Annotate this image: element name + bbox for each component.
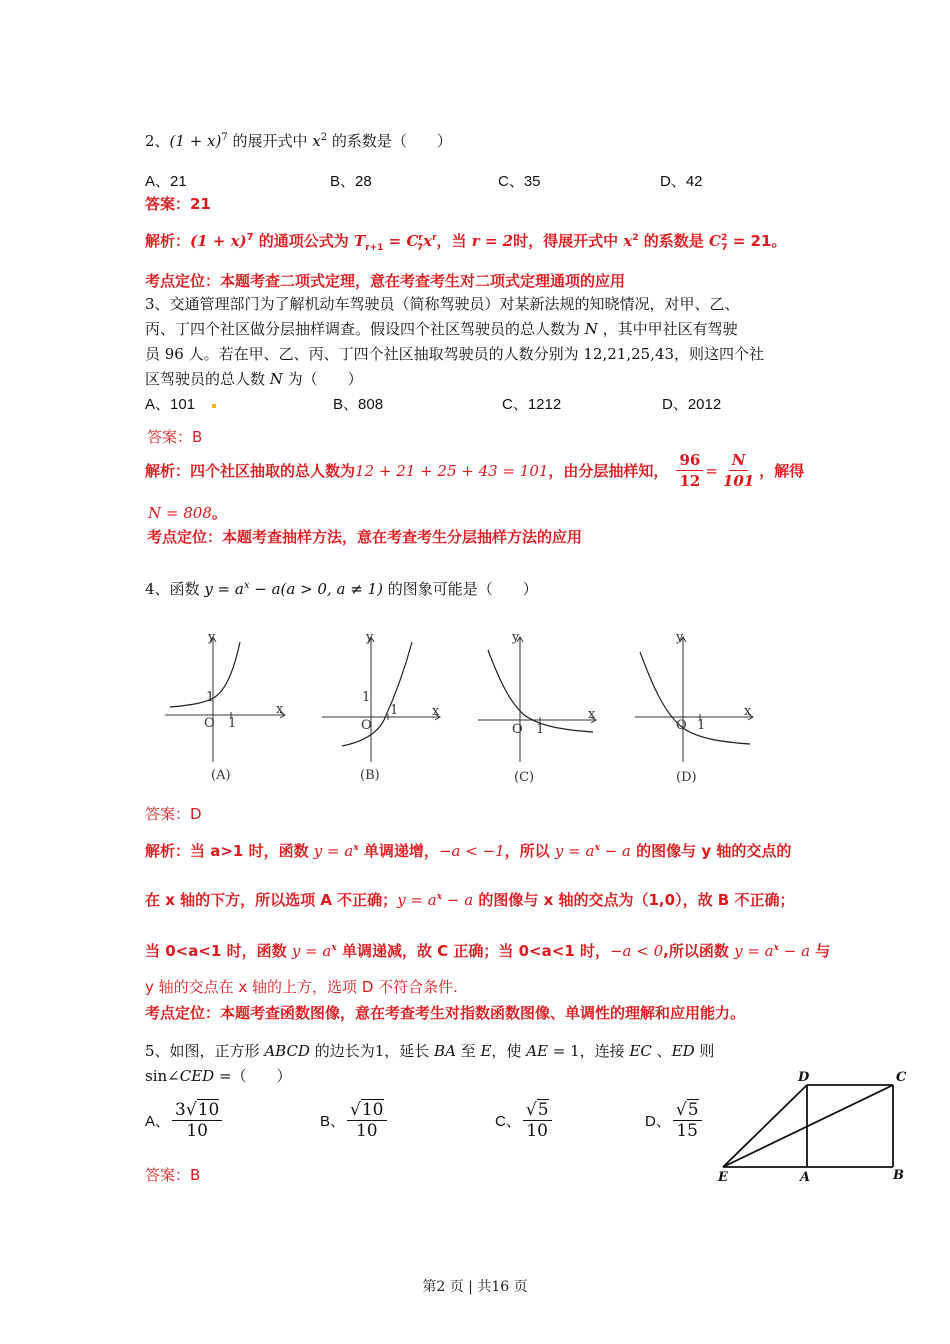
q4-point: 考点定位：本题考查函数图像，意在考查考生对指数函数图像、单调性的理解和应用能力。 [145,1004,746,1022]
q3-frac-n-101: $\frac{N}{101}$ [722,451,755,490]
q5-option-a: A、 $\frac{3√10}{10}$ [145,1100,224,1141]
q3-option-d: D、2012 [662,396,722,413]
q3-analysis-result: N = 808。 [148,504,227,522]
marker-dot [212,404,216,408]
q5-figure [715,1075,915,1185]
q2-option-d: D、42 [660,173,703,190]
graph-a-one: 1 [228,716,237,731]
segment-ec [723,1085,893,1167]
q3-option-b: B、808 [333,396,384,413]
page-footer: 第2 页 | 共16 页 [422,1279,528,1295]
q4-graph-b [322,632,447,767]
q3-line4: 区驾驶员的总人数 N 为（ ） [145,370,363,388]
graph-d-origin: O [676,718,687,733]
graph-c-origin: O [512,722,523,737]
q4-stem: 4、函数 $y = a^x - a(a > 0$, a ≠ 1) 的图象可能是（ ） [145,580,538,598]
graph-c-one: 1 [536,722,545,737]
q5-option-b: B、 $\frac{√10}{10}$ [320,1100,389,1141]
q4-analysis-line4: y 轴的交点在 x 轴的上方，选项 D 不符合条件. [145,978,458,996]
q3-point: 考点定位：本题考查抽样方法，意在考查考生分层抽样方法的应用 [147,528,583,546]
graph-d-label: (D) [676,770,697,785]
q5-line1: 5、如图，正方形 ABCD 的边长为1，延长 BA 至 E，使 AE = 1，连接 EC 、ED 则 [145,1042,715,1060]
graph-d-curve [640,652,750,744]
q2-analysis: 解析：$(1 + x)^7$ 的通项公式为 $T_{r+1} = C^r_7x^r$，当 r = 2时，得展开式中 $x^2$ 的系数是 $C^2_7 = 21$。 [145,232,787,253]
graph-a-x: x [276,702,284,717]
graph-b-one-y: 1 [362,690,371,705]
segment-ed [723,1085,807,1167]
q2-point: 考点定位：本题考查二项式定理，意在考查考生对二项式定理通项的应用 [145,272,626,290]
graph-b-curve [342,642,412,746]
fig-label-c: C [896,1070,907,1085]
q5-option-c: C、 $\frac{√5}{10}$ [495,1100,554,1141]
q4-graph-a [165,632,290,767]
q3-line2: 丙、丁四个社区做分层抽样调查。假设四个社区驾驶员的总人数为 N ，其中甲社区有驾驶 [145,320,738,338]
q3-line1: 3、交通管理部门为了解机动车驾驶员（简称驾驶员）对某新法规的知晓情况，对甲、乙、 [145,295,740,313]
q2-answer: 答案：21 [145,195,211,213]
graph-c-y: y [512,630,520,645]
q4-graph-c [478,632,603,767]
q4-answer: 答案：D [145,805,202,823]
q3-line3: 员 96 人。若在甲、乙、丙、丁四个社区抽取驾驶员的人数分别为 12,21,25,43，则这四个社 [145,345,765,363]
q2-option-a: A、21 [145,173,187,190]
graph-b-x: x [432,704,440,719]
graph-a-y: y [208,630,216,645]
q3-analysis: 解析：四个社区抽取的总人数为 12 + 21 + 25 + 43 = 101 ，由分层抽样知， $\frac{96}{12}$ = $\frac{N}{101}$ ，解得 [145,451,805,490]
q3-option-c: C、1212 [502,396,562,413]
graph-a-axes [165,637,285,762]
q5-answer: 答案：B [145,1166,201,1184]
q4-analysis-line1: 解析：当 a>1 时，函数 $y = a^x$ 单调递增，−a < −1，所以 $y = a^x - a$ 的图像与 y 轴的交点的 [145,842,792,860]
fig-label-b: B [893,1168,904,1183]
fig-label-d: D [798,1070,810,1085]
graph-a-one-y: 1 [206,690,215,705]
q2-option-c: C、35 [498,173,541,190]
graph-d-y: y [676,630,684,645]
graph-a-label: (A) [211,768,231,783]
q2-option-b: B、28 [330,173,372,190]
fig-label-e: E [718,1170,728,1185]
graph-b-origin: O [361,718,372,733]
graph-a-origin: O [204,716,215,731]
q4-analysis-line2: 在 x 轴的下方，所以选项 A 不正确；$y = a^x - a$ 的图像与 x 轴的交点为（1,0），故 B 不正确； [145,891,795,909]
graph-b-axes [322,637,440,762]
q3-option-a: A、101 [145,396,196,413]
graph-d-one: 1 [697,718,706,733]
q2-stem: 2、$(1 + x)^7$ 的展开式中 $x^2$ 的系数是（ ） [145,132,452,150]
q4-analysis-line3: 当 0<a<1 时，函数 $y = a^x$ 单调递减，故 C 正确；当 0<a<1 时，−a < 0,所以函数 $y = a^x - a$ 与 [145,942,831,960]
q3-answer: 答案：B [147,428,203,446]
graph-b-y: y [366,630,374,645]
fig-label-a: A [800,1170,811,1185]
graph-c-label: (C) [514,770,535,785]
q5-line2: sin∠CED =（ ） [145,1067,292,1085]
graph-b-one: 1 [390,703,399,718]
q3-frac-96-12: $\frac{96}{12}$ [676,450,703,491]
graph-a-curve [170,642,240,707]
graph-d-x: x [744,704,752,719]
graph-c-axes [478,637,596,762]
graph-c-x: x [588,707,596,722]
q5-option-d: D、 $\frac{√5}{15}$ [645,1100,704,1141]
q4-graph-d [635,632,760,767]
graph-b-label: (B) [360,768,380,783]
